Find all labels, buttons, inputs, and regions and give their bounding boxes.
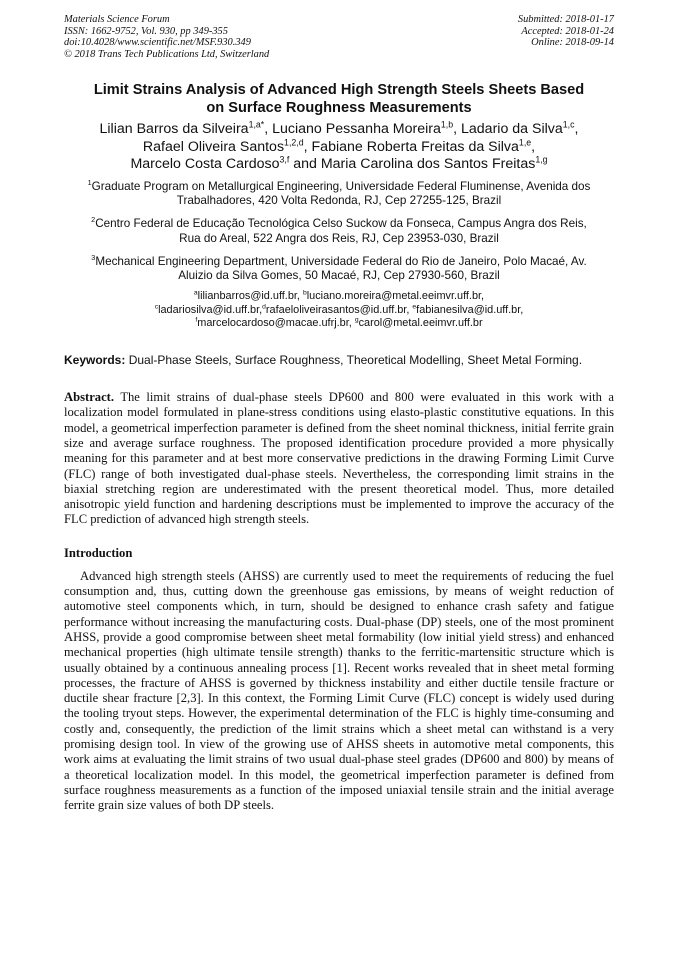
doi: doi:10.4028/www.scientific.net/MSF.930.349 — [64, 37, 251, 49]
affiliation — [64, 252, 614, 285]
affiliation-text: Rua do Areal, 522 Angra dos Reis, RJ, Cep 23953-030, Brazil — [179, 231, 499, 245]
author-affiliation-mark: 1,a* — [248, 119, 265, 130]
introduction-paragraph: Advanced high strength steels (AHSS) are currently used to meet the requirements of reducing the fuel consumption and, thus, cutting down the greenhouse gas emissions, by means of weight reduction of automotive steel components which, in turn, should be designed to enhance crash safety and fatigue performance without increasing the manufacturing costs. Dual-phase (DP) steels, one of the most prominent AHSS, provide a good compromise between sheet metal formability (low initial yield stress) and enhanced mechanical properties (high ultimate tensile strength) thanks to the ferritic-martensitic structure which is usually obtained by a continuous annealing process [1]. Recent works revealed that in sheet metal forming processes, the fracture of AHSS is governed by thickness instability and either ductile tensile fracture or ductile shear fracture [2,3]. In this context, the Forming Limit Curve (FLC) concept is widely used during the tooling tryout steps. However, the experimental determination of the FLC is highly time-consuming and costly and, consequently, the prediction of the limit strains which a sheet metal can withstand is a very promising design tool. In view of the growing use of AHSS sheets in automotive metal components, this work aims at evaluating the limit strains of two usual dual-phase steel grades (DP600 and 800) by means of a theoretical localization model. In this model, the geometrical imperfection parameter is defined from surface roughness measurements as a function of the imposed uniaxial tensile strain and the initial average ferrite grain size values of both DP steels. — [64, 568, 614, 813]
author-name: Fabiane Roberta Freitas da Silva — [311, 138, 519, 155]
author-name: Marcelo Costa Cardoso — [130, 156, 280, 172]
affiliation-text: Graduate Program on Metallurgical Engineering, Universidade Federal Fluminense, Avenida dos — [91, 179, 591, 193]
author-name: Luciano Pessanha Moreira — [272, 121, 441, 137]
paper-title-line: Limit Strains Analysis of Advanced High Strength Steels Sheets Based — [93, 82, 585, 98]
paper-title-line: on Surface Roughness Measurements — [206, 100, 472, 116]
author-separator: and — [289, 156, 321, 172]
affiliation-text: Mechanical Engineering Department, Universidade Federal do Rio de Janeiro, Polo Macaé, Av. — [95, 254, 587, 268]
author-separator: , — [531, 138, 536, 155]
keywords-text: Dual-Phase Steels, Surface Roughness, Theoretical Modelling, Sheet Metal Forming. — [128, 353, 583, 368]
email-link[interactable]: ladariosilva@id.uff.br — [158, 303, 260, 316]
author-affiliation-mark: 1,b — [440, 119, 454, 130]
email-link[interactable]: lilianbarros@id.uff.br — [197, 290, 297, 303]
author-affiliation-mark: 1,c — [562, 119, 575, 130]
keywords-label: Keywords: — [64, 353, 126, 368]
accepted-date: Accepted: 2018-01-24 — [521, 25, 614, 37]
abstract — [64, 390, 614, 528]
author-affiliation-mark: 3,f — [279, 154, 290, 165]
author-line — [64, 121, 614, 139]
section-heading-introduction: Introduction — [64, 545, 133, 560]
keywords — [64, 353, 614, 368]
author-separator: , — [574, 121, 579, 137]
paper-title — [64, 81, 614, 117]
email-link[interactable]: carol@metal.eeimvr.uff.br — [358, 317, 483, 330]
journal-header — [64, 14, 614, 66]
author-separator: , — [453, 121, 462, 137]
affiliation-number: 3 — [91, 252, 96, 262]
affiliation — [64, 217, 614, 247]
author-list — [64, 121, 614, 174]
author-separator: , — [264, 121, 273, 137]
author-affiliation-mark: 1,e — [518, 136, 532, 147]
email-link[interactable]: marcelocardoso@macae.ufrj.br — [197, 317, 349, 330]
email-link[interactable]: rafaeloliveirasantos@id.uff.br — [265, 303, 407, 316]
copyright: © 2018 Trans Tech Publications Ltd, Switzerland — [64, 48, 270, 60]
email-link[interactable]: luciano.moreira@metal.eeimvr.uff.br — [306, 290, 482, 303]
author-affiliation-mark: 1,2,d — [284, 136, 304, 147]
author-name: Maria Carolina dos Santos Freitas — [320, 156, 536, 172]
issn: ISSN: 1662-9752, Vol. 930, pp 349-355 — [64, 25, 228, 37]
author-affiliation-mark: 1,g — [535, 154, 548, 165]
paper-page — [64, 14, 614, 813]
affiliation — [64, 177, 614, 210]
email-link[interactable]: fabianesilva@id.uff.br — [416, 303, 521, 316]
submitted-date: Submitted: 2018-01-17 — [517, 14, 614, 25]
publication-dates — [518, 14, 614, 49]
publication-info — [64, 14, 269, 60]
author-separator: , — [303, 138, 312, 155]
author-line — [64, 136, 614, 157]
abstract-label: Abstract. — [64, 390, 115, 405]
author-emails: $^a$lilianbarros@id.uff.br, $^b$luciano.moreira@metal.eeimvr.uff.br, $^c$ladariosilva@id.uff.br,$^d$rafaeloliveirasantos@id.uff.br, $^e$fabianesilva@id.uff.br, $^f$marcelocardoso@macae.ufrj.br, $^g$carol@metal.eeimvr.uff.br — [154, 289, 524, 330]
author-name: Lilian Barros da Silveira — [99, 121, 249, 137]
affiliation-number: 1 — [87, 177, 92, 187]
affiliation-text: Aluizio da Silva Gomes, 50 Macaé, RJ, Cep 27930-560, Brazil — [178, 269, 500, 283]
author-line — [64, 156, 614, 174]
affiliation-text: Trabalhadores, 420 Volta Redonda, RJ, Cep 27255-125, Brazil — [176, 194, 502, 208]
abstract-text: The limit strains of dual-phase steels DP600 and 800 were evaluated in this work with a localization model formulated in plane-stress conditions using elasto-plastic constitutive equations. In this model, a geometrical imperfection parameter is defined from the sheet nominal thickness, initial ferrite grain size and average surface roughness. The proposed identification procedure provided a more physically meaning for this parameter and at best more conservative predictions in the drawing Forming Limit Curve (FLC) range of both investigated dual-phase steels. Nevertheless, the corresponding limit strains in the biaxial stretching region are underestimated with the present theoretical model. Thus, more detailed anisotropic yield function and hardening descriptions must be implemented to improve the accuracy of the FLC prediction of advanced high strength steels. — [64, 390, 614, 527]
journal-name: Materials Science Forum — [64, 14, 170, 25]
author-name: Ladario da Silva — [461, 121, 563, 137]
author-name: Rafael Oliveira Santos — [142, 138, 285, 155]
online-date: Online: 2018-09-14 — [531, 37, 614, 49]
affiliation-text: Centro Federal de Educação Tecnológica Celso Suckow da Fonseca, Campus Angra dos Reis, — [95, 217, 587, 231]
affiliation-number: 2 — [91, 215, 96, 225]
